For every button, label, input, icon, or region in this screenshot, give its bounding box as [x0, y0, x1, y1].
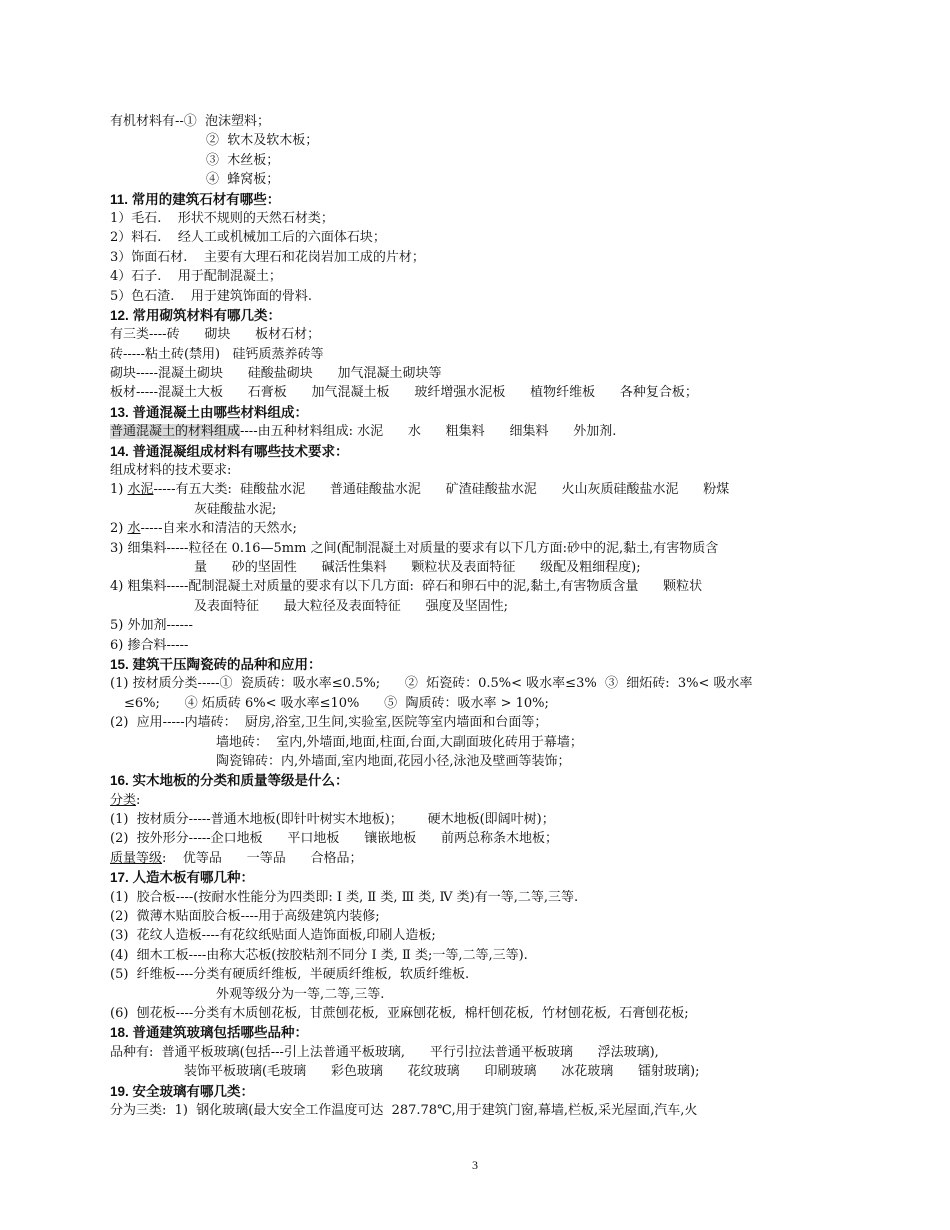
line-rest: : [136, 792, 141, 808]
text-line: (2) 应用-----内墙砖： 厨房,浴室,卫生间,实验室,医院等室内墙面和台面等； [110, 715, 548, 731]
text-line: 及表面特征 最大粒径及表面特征 强度及坚固性; [194, 598, 508, 614]
text-line: ② 软木及软木板； [206, 133, 319, 149]
text-line: 1）毛石. 形状不规则的天然石材类； [110, 210, 334, 226]
text-line: 有机材料有--① 泡沫塑料； [110, 114, 271, 129]
text-line [110, 422, 870, 441]
section-heading: 12. 常用砌筑材料有哪几类： [110, 307, 282, 323]
underlined-term: 水泥 [127, 482, 154, 498]
text-line: (5) 纤维板----分类有硬质纤维板, 半硬质纤维板, 软质纤维板. [110, 967, 470, 983]
text-line: (1) 按材质分-----普通木地板(即针叶树实木地板)； 硬木地板(即阔叶树)； [110, 812, 555, 828]
text-line: (1) 按材质分类-----① 瓷质砖：吸水率≤0.5%; ② 炻瓷砖：0.5%< 吸水率≤3% ③ 细炻砖: 3%< 吸水率 [110, 676, 753, 692]
text-line: 陶瓷锦砖：内,外墙面,室内地面,花园小径,泳池及壁画等装饰； [216, 753, 571, 769]
text-line: 外观等级分为一等,二等,三等. [216, 986, 385, 1002]
text-line: 量 砂的坚固性 碱活性集料 颗粒状及表面特征 级配及粗细程度); [194, 559, 641, 575]
text-line: 组成材料的技术要求: [110, 463, 232, 479]
text-line [110, 480, 870, 499]
document-body [110, 112, 870, 1120]
text-line: 2）料石. 经人工或机械加工后的六面体石块； [110, 230, 386, 246]
page-number: 3 [472, 1158, 478, 1172]
line-rest: : 优等品 一等品 合格品； [162, 850, 363, 866]
text-line: 装饰平板玻璃(毛玻璃 彩色玻璃 花纹玻璃 印刷玻璃 冰花玻璃 镭射玻璃); [184, 1064, 700, 1080]
highlighted-text: 普通混凝土的材料组成 [110, 424, 241, 440]
text-line: 3) 细集料-----粒径在 0.16—5mm 之间(配制混凝土对质量的要求有以下几方面:砂中的泥,黏土,有害物质含 [110, 540, 719, 556]
line-rest: -----自来水和清洁的天然水; [140, 521, 297, 537]
text-line [110, 791, 870, 810]
text-line: (3) 花纹人造板----有花纹纸贴面人造饰面板,印刷人造板; [110, 928, 436, 944]
section-heading: 17. 人造木板有哪几种： [110, 870, 255, 886]
text-line: 砌块-----混凝土砌块 硅酸盐砌块 加气混凝土砌块等 [110, 366, 442, 382]
text-line [110, 519, 870, 538]
text-line: 灰硅酸盐水泥; [194, 501, 277, 517]
text-line: 4) 粗集料-----配制混凝土对质量的要求有以下几方面: 碎石和卵石中的泥,黏土,有害物质含量 颗粒状 [110, 579, 703, 595]
text-line: 6) 掺合料----- [110, 637, 189, 653]
section-heading: 13. 普通混凝土由哪些材料组成： [110, 404, 309, 420]
text-line: 板材-----混凝土大板 石膏板 加气混凝土板 玻纤增强水泥板 植物纤维板 各种复合板； [110, 385, 698, 401]
text-line: (4) 细木工板----由称大芯板(按胶粘剂不同分 Ⅰ 类, Ⅱ 类;一等,二等,三等). [110, 947, 528, 963]
text-line: ④ 蜂窝板； [206, 172, 280, 188]
underlined-term: 分类 [110, 792, 137, 808]
section-heading: 14. 普通混凝组成材料有哪些技术要求： [110, 443, 349, 459]
line-rest: -----有五大类: 硅酸盐水泥 普通硅酸盐水泥 矿渣硅酸盐水泥 火山灰质硅酸盐水泥 粉煤 [153, 482, 730, 498]
text-line: 4）石子. 用于配制混凝土； [110, 269, 282, 285]
text-line: 3）饰面石材. 主要有大理石和花岗岩加工成的片材； [110, 249, 425, 265]
text-line [110, 849, 870, 868]
text-line: (6) 刨花板----分类有木质刨花板, 甘蔗刨花板, 亚麻刨花板, 棉杆刨花板, 竹材刨花板, 石膏刨花板; [110, 1005, 689, 1021]
text-line: (2) 按外形分-----企口地板 平口地板 镶嵌地板 前两总称条木地板； [110, 831, 559, 847]
section-heading: 18. 普通建筑玻璃包括哪些品种： [110, 1025, 309, 1041]
text-line: 有三类----砖 砌块 板材石材； [110, 327, 321, 343]
text-line: 分为三类: 1) 钢化玻璃(最大安全工作温度可达 287.78℃,用于建筑门窗,幕墙,栏板,采光屋面,汽车,火 [110, 1102, 698, 1118]
underlined-term: 质量等级 [110, 850, 163, 866]
section-heading: 16. 实木地板的分类和质量等级是什么： [110, 773, 349, 789]
section-heading: 15. 建筑干压陶瓷砖的品种和应用： [110, 656, 322, 672]
underlined-term: 水 [127, 521, 141, 537]
section-heading: 11. 常用的建筑石材有哪些： [110, 191, 281, 207]
text-line: 品种有: 普通平板玻璃(包括---引上法普通平板玻璃, 平行引拉法普通平板玻璃 浮法玻璃), [110, 1044, 659, 1060]
item-prefix: 1) [110, 482, 128, 498]
text-line: 砖-----粘土砖(禁用) 硅钙质蒸养砖等 [110, 346, 324, 362]
line-rest: ----由五种材料组成: 水泥 水 粗集料 细集料 外加剂. [240, 424, 617, 440]
text-line: ≤6%; ④ 炻质砖 6%< 吸水率≤10% ⑤ 陶质砖：吸水率 > 10%; [124, 695, 549, 711]
section-heading: 19. 安全玻璃有哪几类： [110, 1083, 255, 1099]
text-line: 5) 外加剂------ [110, 618, 193, 634]
item-prefix: 2) [110, 521, 128, 537]
text-line: (1) 胶合板----(按耐水性能分为四类即: Ⅰ 类, Ⅱ 类, Ⅲ 类, Ⅳ 类)有一等,二等,三等. [110, 889, 579, 905]
text-line: (2) 微薄木贴面胶合板----用于高级建筑内装修; [110, 909, 380, 925]
text-line: 5）色石渣. 用于建筑饰面的骨料. [110, 288, 313, 304]
text-line: ③ 木丝板； [206, 152, 280, 168]
text-line: 墙地砖： 室内,外墙面,地面,柱面,台面,大副面玻化砖用于幕墙； [216, 734, 583, 750]
